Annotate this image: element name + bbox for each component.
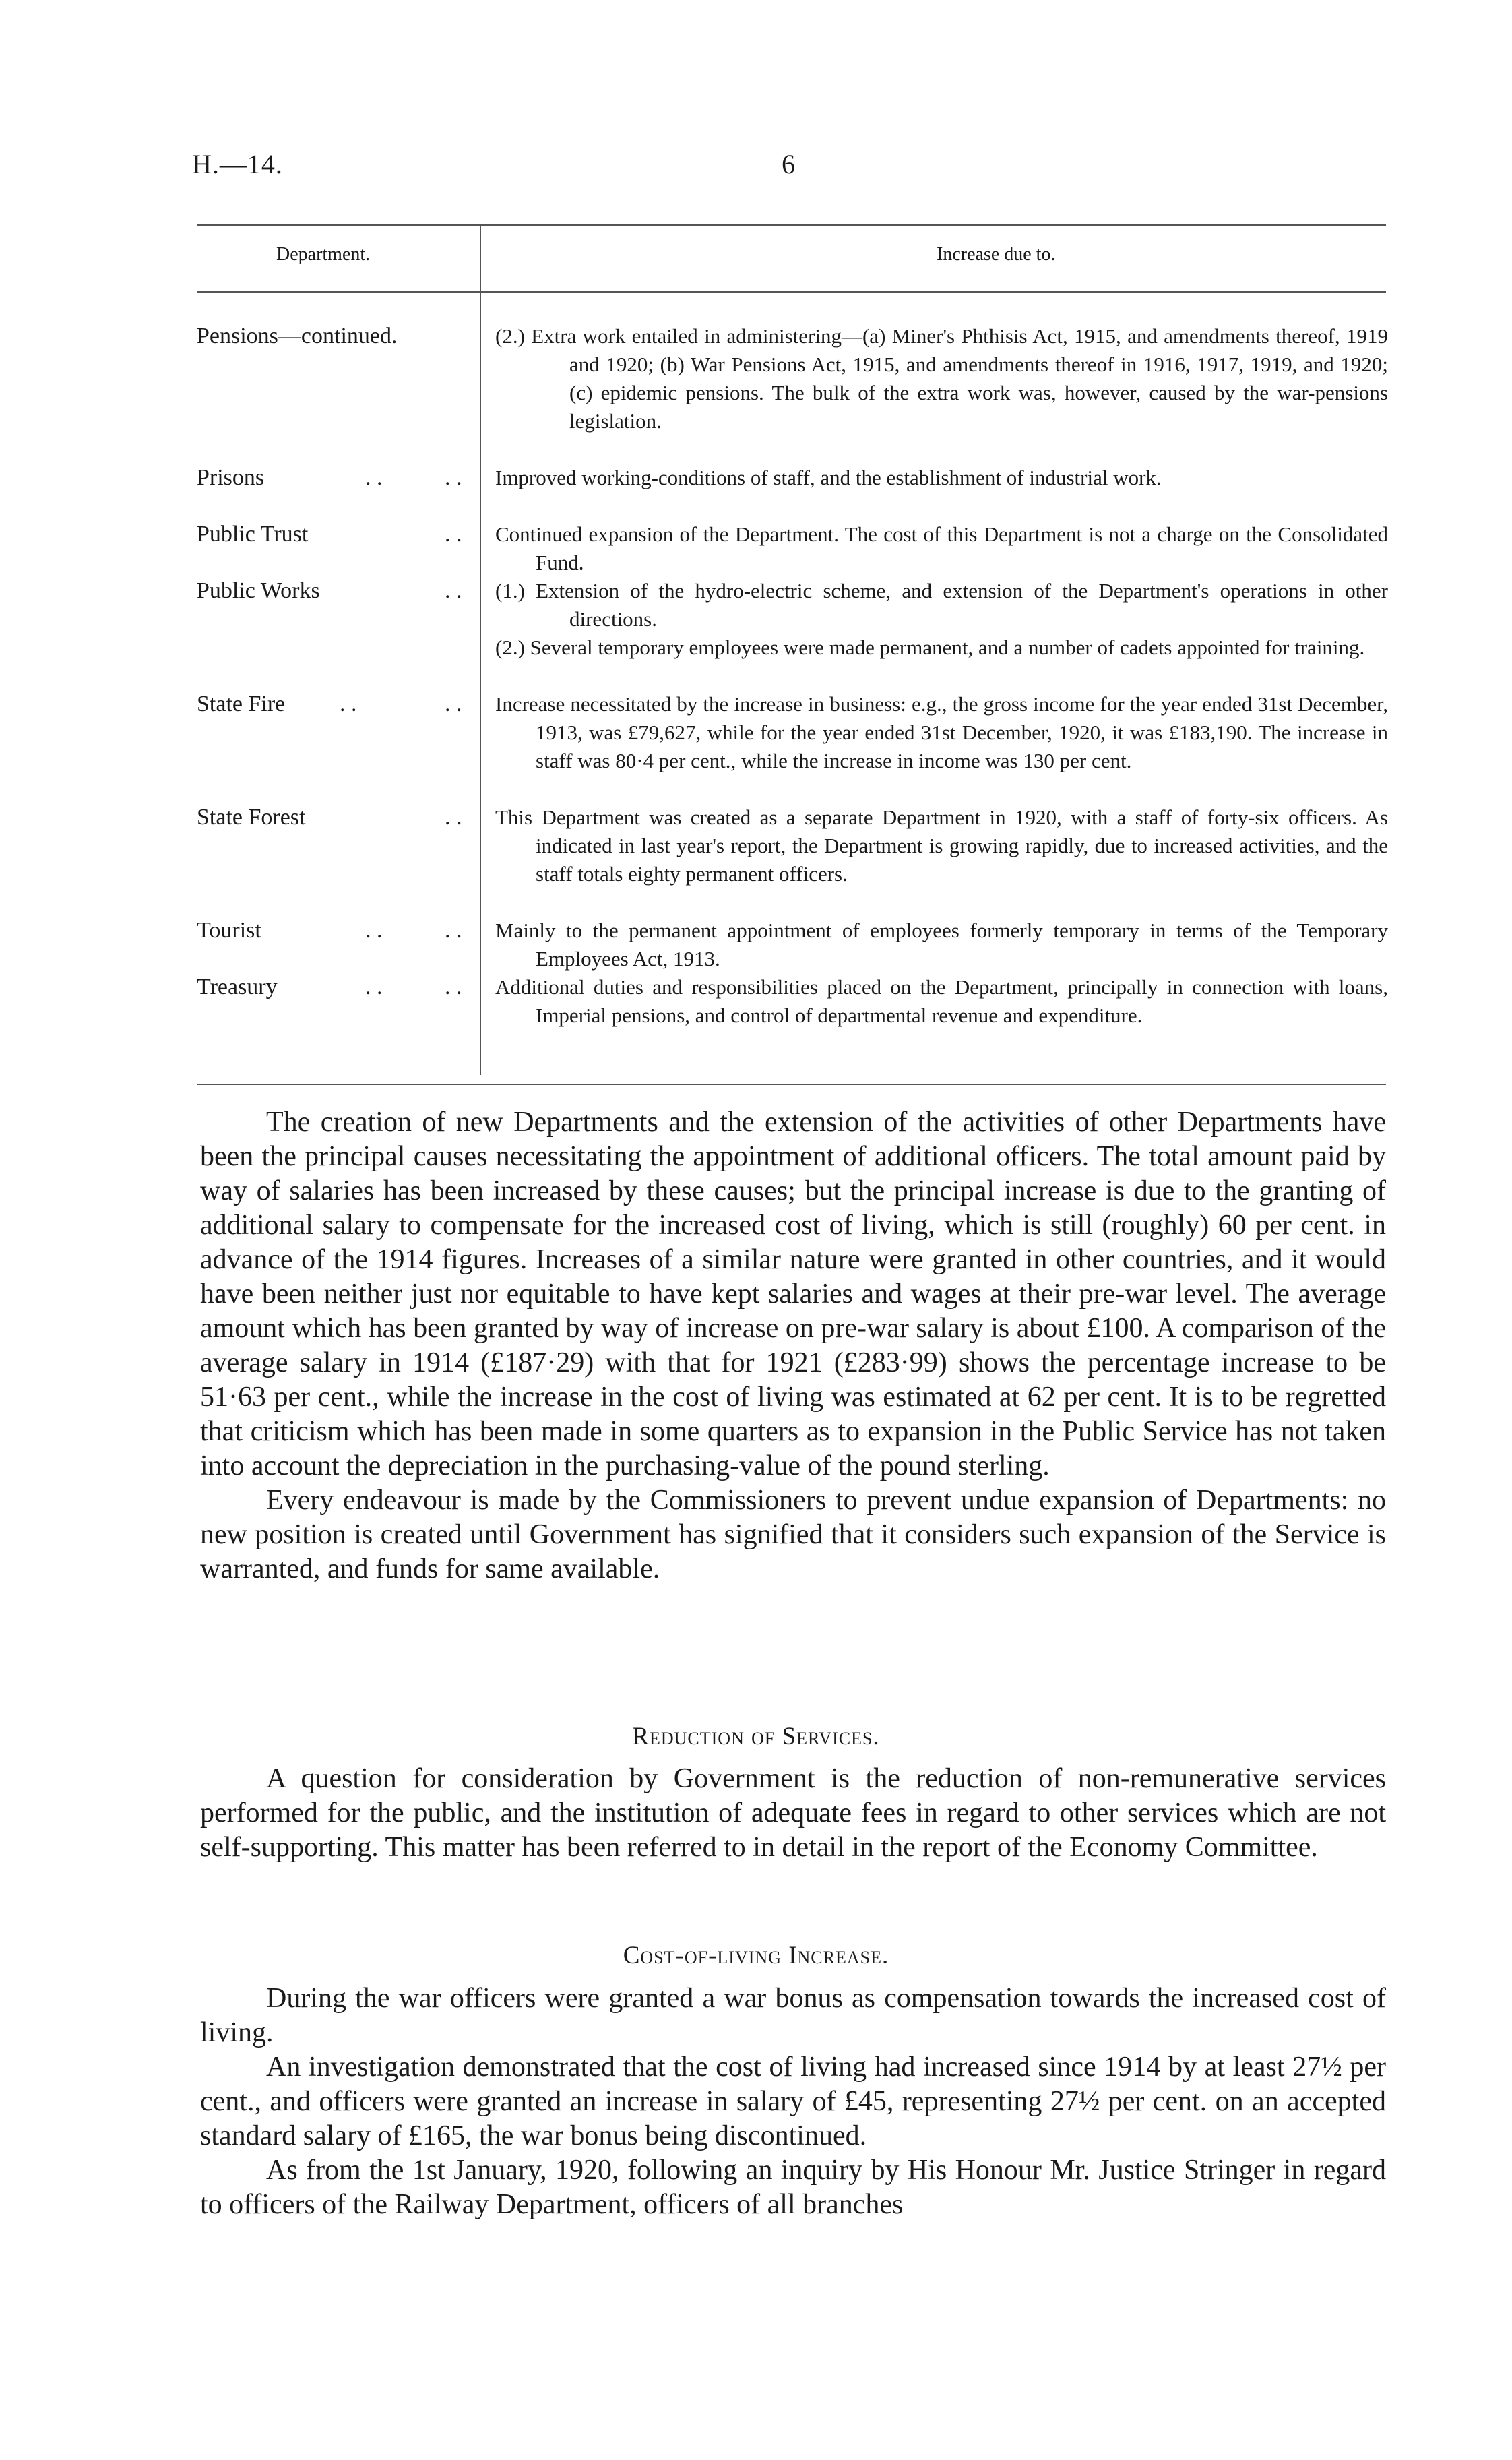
paragraph: The creation of new Departments and the extension of the activities of other Departments have been the principal causes necessitating the appointment of additional officers. The total amount paid by way of salaries has been increased by these causes; but the principal increase is due to the granting of additional salary to compensate for the increased cost of living, which is still (roughly) 60 per cent. in advance of the 1914 figures. Increases of a similar nature were granted in other countries, and it would have been neither just nor equitable to have kept salaries and wages at their pre-war level. The average amount which has been granted by way of increase on pre-war salary is about £100. A comparison of the average salary in 1914 (£187·29) with that for 1921 (£283·99) shows the percentage increase to be 51·63 per cent., while the increase in the cost of living was estimated at 62 per cent. It is to be regretted that criticism which has been made in some quarters as to expansion in the Public Service has not taken into account the depreciation in the purchasing-value of the pound sterling.	[200, 1107, 1386, 1481]
paragraph: Every endeavour is made by the Commissioners to prevent undue expansion of Departments: no new position is created until Government has signified that it considers such expansion of the Service is warranted, and funds for same available.	[200, 1485, 1386, 1585]
paragraph: During the war officers were granted a war bonus as compensation towards the increased cost of living.	[200, 1983, 1386, 2048]
table-row-department: Treasury . . . .	[197, 975, 462, 1000]
entry-text: Increase necessitated by the increase in business: e.g., the gross income for the year ended 31st December, 1913, was £79,627, while for the year ended 31st December, 1920, it was £183,190. The increase in staff was 80·4 per cent., while the increase in income was 130 per cent.	[495, 692, 1388, 772]
table-row-department: State Fire . . . .	[197, 691, 462, 716]
department-label: Prisons	[197, 465, 265, 490]
column-header-department: Department.	[276, 244, 371, 265]
table-row-department: State Forest . .	[197, 805, 462, 830]
entry-text: Additional duties and responsibilities placed on the Department, principally in connection with loans, Imperial pensions, and control of departmental revenue and expenditure.	[495, 975, 1388, 1027]
department-label: Tourist	[197, 918, 261, 943]
section-heading: Reduction of Services.	[632, 1723, 880, 1750]
table-row-entry	[495, 322, 1388, 435]
table-row-entry	[495, 577, 1388, 662]
table-row-department: Tourist . . . .	[197, 918, 462, 943]
entry-text: Mainly to the permanent appointment of employees formerly temporary in terms of the Temporary Employees Act, 1913.	[495, 919, 1388, 971]
table-row-entry	[495, 690, 1388, 775]
table-header-rule	[197, 291, 1386, 293]
entry-text: (2.) Extra work entailed in administering—(a) Miner's Phthisis Act, 1915, and amendments thereof, 1919 and 1920; (b) War Pensions Act, 1915, and amendments thereof in 1916, 1917, 1919, and 1920; (c) epidemic pensions. The bulk of the extra work was, however, caused by the war-pensions legislation.	[495, 324, 1388, 433]
table-row-department	[197, 322, 466, 350]
entry-text: Continued expansion of the Department. The cost of this Department is not a charge on the Consolidated Fund.	[495, 522, 1388, 574]
table-row-department: Public Works . .	[197, 578, 462, 603]
entry-text: Improved working-conditions of staff, and the establishment of industrial work.	[495, 466, 1162, 489]
table-row-department: Public Trust . .	[197, 522, 462, 547]
section-heading: Cost-of-living Increase.	[623, 1942, 889, 1969]
paragraph: An investigation demonstrated that the cost of living had increased since 1914 by at least 27½ per cent., and officers were granted an increase in salary of £45, representing 27½ per cent. on an accepted standard salary of £165, the war bonus being discontinued.	[200, 2052, 1386, 2151]
table-row-entry	[495, 803, 1388, 888]
department-label: Public Trust	[197, 522, 309, 547]
department-label: Pensions—continued.	[197, 324, 398, 348]
table-column-divider	[480, 224, 481, 1075]
entry-text: This Department was created as a separate Department in 1920, with a staff of forty-six officers. As indicated in last year's report, the Department is growing rapidly, due to increased activities, and the staff totals eighty permanent officers.	[495, 805, 1388, 886]
department-label: Treasury	[197, 975, 278, 1000]
department-label: State Fire	[197, 691, 286, 716]
body-text-block-3	[200, 1981, 1386, 2222]
paragraph: A question for consideration by Government is the reduction of non-remunerative services performed for the public, and the institution of adequate fees in regard to other services which are not self-supporting. This matter has been referred to in detail in the report of the Economy Committee.	[200, 1763, 1386, 1863]
table-row-entry	[495, 973, 1388, 1030]
table-bottom-rule	[197, 1084, 1386, 1085]
document-reference: H.—14.	[192, 149, 283, 179]
column-header-increase: Increase due to.	[937, 244, 1056, 265]
table-row-entry	[495, 917, 1388, 973]
table-row-department: Prisons . . . .	[197, 465, 462, 490]
table-top-rule	[197, 224, 1386, 226]
table-row-entry	[495, 520, 1388, 577]
entry-text: (2.) Several temporary employees were made permanent, and a number of cadets appointed for training.	[495, 636, 1365, 659]
body-text-block-1	[200, 1105, 1386, 1587]
department-label: Public Works	[197, 578, 320, 603]
table-row-entry	[495, 464, 1388, 492]
entry-text: (1.) Extension of the hydro-electric scheme, and extension of the Department's operations in other directions.	[495, 579, 1388, 631]
page-number: 6	[782, 149, 795, 179]
department-label: State Forest	[197, 805, 306, 830]
paragraph: As from the 1st January, 1920, following an inquiry by His Honour Mr. Justice Stringer in regard to officers of the Railway Department, officers of all branches	[200, 2155, 1386, 2220]
body-text-block-2	[200, 1762, 1386, 1865]
